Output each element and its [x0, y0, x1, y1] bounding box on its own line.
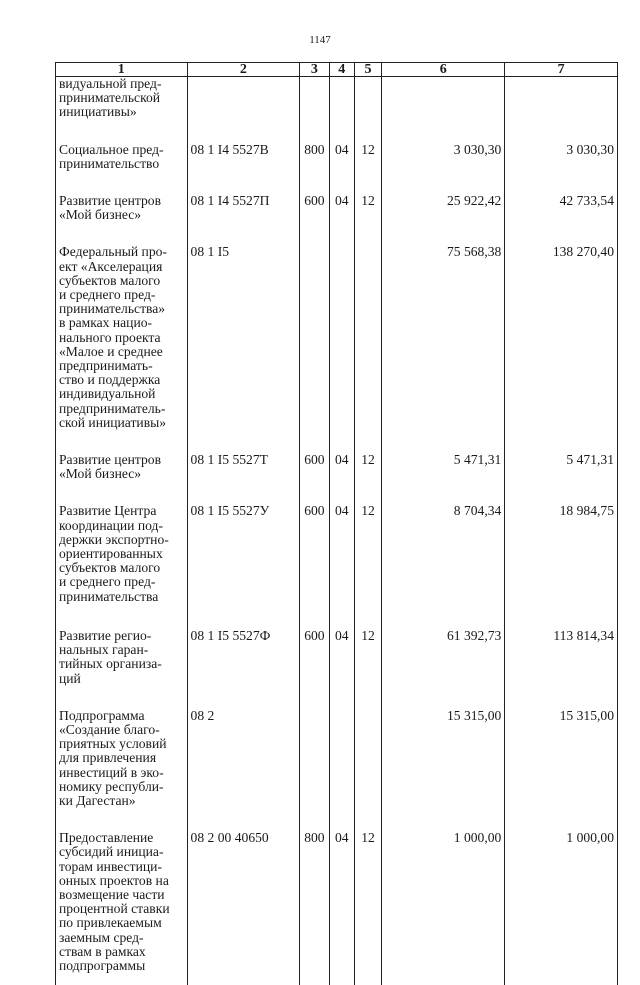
column-header: 2 [187, 63, 300, 77]
page-number: 1147 [309, 34, 331, 46]
row-name-cell [56, 491, 188, 613]
row-name-line: онных проектов на [59, 872, 169, 888]
row-name-cell [56, 130, 188, 181]
row-name-line: ство и поддержка [59, 372, 161, 388]
row-name-line: возмещение части [59, 886, 165, 902]
budget-code-cell: 08 1 I4 5527П [187, 181, 300, 232]
amount-col6-cell: 5 471,31 [382, 440, 505, 491]
table-row [56, 181, 618, 232]
column-header: 1 [56, 63, 188, 77]
row-name-line: торам инвестици- [59, 858, 162, 874]
amount-col6-cell: 15 315,00 [382, 696, 505, 818]
row-name-line: принимательства [59, 588, 159, 604]
row-name-line: ки Дагестан» [59, 792, 136, 808]
budget-code-cell: 08 1 I5 5527Ф [187, 614, 300, 696]
table-row [56, 440, 618, 491]
amount-col6-cell [382, 77, 505, 130]
section-cell: 04 [329, 614, 354, 696]
section-cell: 04 [329, 130, 354, 181]
row-name-line: субъектов малого [59, 560, 161, 576]
budget-code-cell: 08 2 [187, 696, 300, 818]
subsection-cell [354, 232, 381, 440]
table-row [56, 491, 618, 613]
row-name-line: ориентированных [59, 546, 163, 562]
row-name-line: субъектов малого [59, 272, 161, 288]
row-name-cell [56, 77, 188, 130]
column-header: 7 [505, 63, 618, 77]
table-row [56, 130, 618, 181]
expense-type-cell [300, 77, 329, 130]
subsection-cell: 12 [354, 491, 381, 613]
section-cell: 04 [329, 818, 354, 985]
amount-col7-cell [505, 77, 618, 130]
row-name-cell [56, 181, 188, 232]
row-name-line: Развитие центров [59, 452, 162, 468]
row-name-line: держки экспортно- [59, 531, 169, 547]
expense-type-cell: 600 [300, 181, 329, 232]
row-name-line: ской инициативы» [59, 414, 167, 430]
section-cell: 04 [329, 440, 354, 491]
row-name-line: в рамках нацио- [59, 315, 153, 331]
row-name-line: Социальное пред- [59, 141, 164, 157]
row-name-line: по привлекаемым [59, 915, 162, 931]
row-name-line: подпрограммы [59, 957, 146, 973]
column-header: 5 [354, 63, 381, 77]
budget-table [55, 62, 618, 985]
amount-col6-cell: 75 568,38 [382, 232, 505, 440]
expense-type-cell: 600 [300, 440, 329, 491]
row-name-line: ствам в рамках [59, 943, 146, 959]
amount-col7-cell: 15 315,00 [505, 696, 618, 818]
table-row [56, 77, 618, 130]
budget-code-cell [187, 77, 300, 130]
amount-col6-cell: 1 000,00 [382, 818, 505, 985]
amount-col7-cell: 42 733,54 [505, 181, 618, 232]
section-cell: 04 [329, 181, 354, 232]
row-name-line: инвестиций в эко- [59, 764, 164, 780]
amount-col7-cell: 113 814,34 [505, 614, 618, 696]
row-name-line: и среднего пред- [59, 574, 156, 590]
table-row [56, 696, 618, 818]
row-name-line: Развитие центров [59, 193, 162, 209]
section-cell: 04 [329, 491, 354, 613]
amount-col6-cell: 25 922,42 [382, 181, 505, 232]
subsection-cell [354, 77, 381, 130]
row-name-cell [56, 232, 188, 440]
subsection-cell: 12 [354, 440, 381, 491]
row-name-line: Развитие Центра [59, 503, 157, 519]
row-name-cell [56, 440, 188, 491]
row-name-line: координации под- [59, 517, 163, 533]
amount-col7-cell: 1 000,00 [505, 818, 618, 985]
column-header: 3 [300, 63, 329, 77]
row-name-line: Предоставление [59, 830, 154, 846]
subsection-cell: 12 [354, 130, 381, 181]
amount-col7-cell: 5 471,31 [505, 440, 618, 491]
table-row [56, 232, 618, 440]
subsection-cell [354, 696, 381, 818]
row-name-line: нального проекта [59, 329, 161, 345]
amount-col6-cell: 3 030,30 [382, 130, 505, 181]
subsection-cell: 12 [354, 614, 381, 696]
expense-type-cell [300, 696, 329, 818]
subsection-cell: 12 [354, 181, 381, 232]
row-name-line: процентной ставки [59, 901, 170, 917]
row-name-cell [56, 696, 188, 818]
row-name-line: принимательской [59, 90, 161, 106]
table-row [56, 614, 618, 696]
row-name-line: номику республи- [59, 778, 164, 794]
row-name-line: «Мой бизнес» [59, 207, 142, 223]
row-name-line: «Создание благо- [59, 721, 160, 737]
expense-type-cell: 800 [300, 818, 329, 985]
row-name-line: «Мой бизнес» [59, 466, 142, 482]
row-name-line: Федеральный про- [59, 244, 167, 260]
expense-type-cell [300, 232, 329, 440]
budget-code-cell: 08 1 I5 5527У [187, 491, 300, 613]
row-name-line: нальных гаран- [59, 642, 149, 658]
section-cell [329, 77, 354, 130]
expense-type-cell: 600 [300, 614, 329, 696]
row-name-line: для привлечения [59, 750, 157, 766]
row-name-line: ций [59, 670, 81, 686]
amount-col6-cell: 61 392,73 [382, 614, 505, 696]
budget-code-cell: 08 1 I4 5527В [187, 130, 300, 181]
section-cell [329, 696, 354, 818]
budget-code-cell: 08 2 00 40650 [187, 818, 300, 985]
row-name-line: предприниматель- [59, 400, 166, 416]
row-name-cell [56, 614, 188, 696]
expense-type-cell: 600 [300, 491, 329, 613]
row-name-line: заемным сред- [59, 929, 144, 945]
subsection-cell: 12 [354, 818, 381, 985]
budget-code-cell: 08 1 I5 5527Т [187, 440, 300, 491]
amount-col6-cell: 8 704,34 [382, 491, 505, 613]
row-name-line: и среднего пред- [59, 287, 156, 303]
row-name-line: принимательство [59, 155, 160, 171]
amount-col7-cell: 3 030,30 [505, 130, 618, 181]
column-header: 4 [329, 63, 354, 77]
row-name-line: «Малое и среднее [59, 343, 163, 359]
row-name-line: принимательства» [59, 301, 166, 317]
row-name-line: предпринимать- [59, 358, 153, 374]
amount-col7-cell: 138 270,40 [505, 232, 618, 440]
row-name-line: приятных условий [59, 736, 167, 752]
budget-code-cell: 08 1 I5 [187, 232, 300, 440]
row-name-line: индивидуальной [59, 386, 156, 402]
table-header-row [56, 63, 618, 77]
row-name-line: ект «Акселерация [59, 258, 163, 274]
row-name-line: тийных организа- [59, 656, 162, 672]
row-name-line: инициативы» [59, 104, 137, 120]
row-name-line: субсидий инициа- [59, 844, 164, 860]
column-header: 6 [382, 63, 505, 77]
table-row [56, 818, 618, 985]
row-name-line: видуальной пред- [59, 76, 162, 91]
row-name-line: Развитие регио- [59, 627, 152, 643]
row-name-line: Подпрограмма [59, 707, 145, 723]
amount-col7-cell: 18 984,75 [505, 491, 618, 613]
section-cell [329, 232, 354, 440]
expense-type-cell: 800 [300, 130, 329, 181]
row-name-cell [56, 818, 188, 985]
